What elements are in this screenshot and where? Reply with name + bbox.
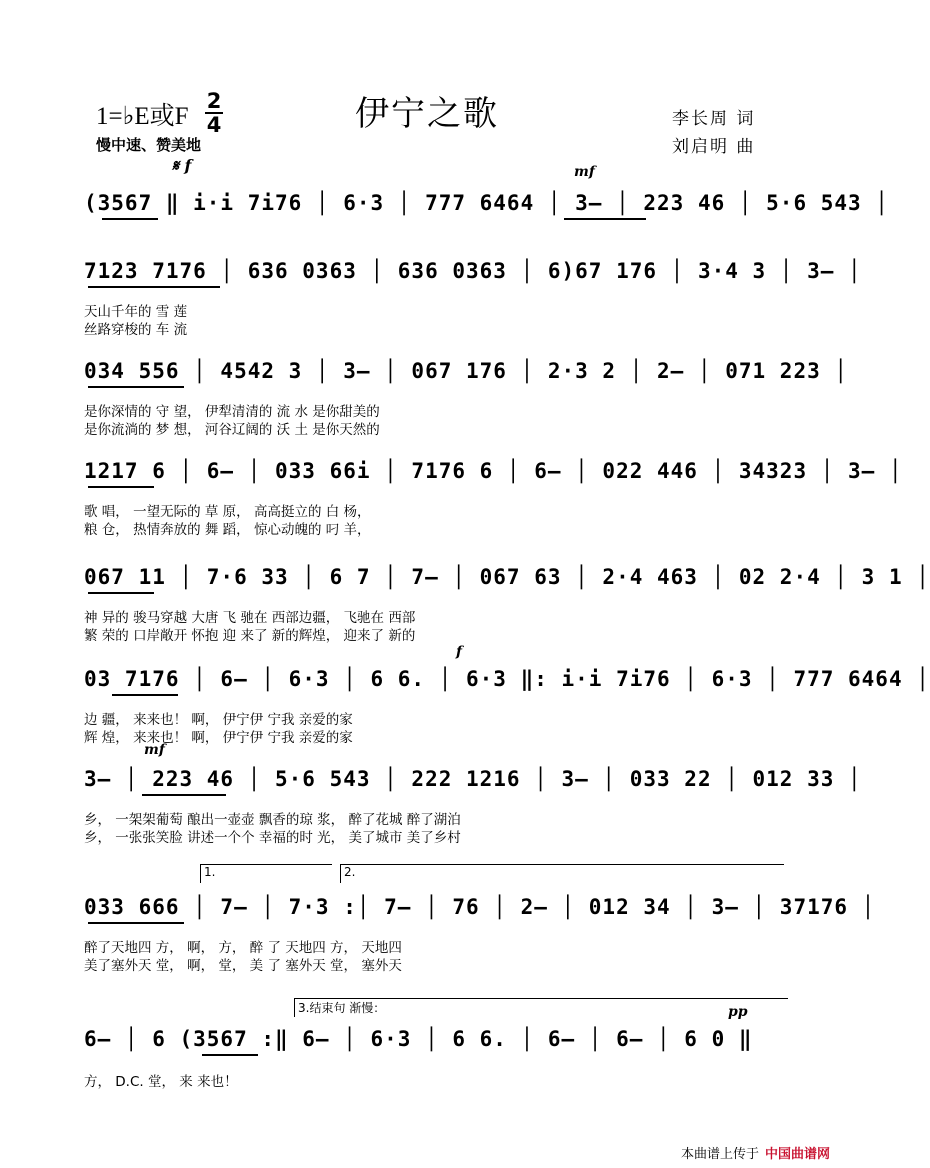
lyrics-row-7-verse-2: 乡， 一张张笑脸 讲述一个个 幸福的时 光， 美了城市 美了乡村 <box>84 830 461 846</box>
tempo-marking: 慢中速、赞美地 <box>96 136 202 154</box>
time-signature <box>203 90 225 136</box>
lyrics-row-5-verse-2: 繁 荣的 口岸敞开 怀抱 迎 来了 新的辉煌， 迎来了 新的 <box>84 628 416 644</box>
notes-row-6: 03 7176 │ 6— │ 6·3 │ 6 6. │ 6·3 ‖: i·i 7i76 │ 6·3 │ 777 6464 │ <box>84 667 930 691</box>
meter-top: 2 <box>206 89 222 113</box>
notes-row-5: 067 11 │ 7·6 33 │ 6 7 │ 7— │ 067 63 │ 2·4 463 │ 02 2·4 │ 3 1 │ <box>84 565 930 589</box>
composer: 刘启明 曲 <box>672 137 756 157</box>
notes-row-1: (3567 ‖ i·i 7i76 │ 6·3 │ 777 6464 │ 3— │ 223 46 │ 5·6 543 │ <box>84 191 889 215</box>
key-signature: 1=♭E或F <box>96 103 189 130</box>
notes-row-3: 034 556 │ 4542 3 │ 3— │ 067 176 │ 2·3 2 │ 2— │ 071 223 │ <box>84 359 849 383</box>
dynamic-pp: pp <box>728 1004 748 1020</box>
notes-row-9: 6— │ 6 (3567 :‖ 6— │ 6·3 │ 6 6. │ 6— │ 6— │ 6 0 ‖ <box>84 1027 753 1051</box>
lyrics-row-3-verse-2: 是你流淌的 梦 想， 河谷辽阔的 沃 土 是你天然的 <box>84 422 380 438</box>
lyricist: 李长周 词 <box>672 109 756 129</box>
notes-row-7: 3— │ 223 46 │ 5·6 543 │ 222 1216 │ 3— │ 033 22 │ 012 33 │ <box>84 767 862 791</box>
dynamic-mf-2: mf <box>144 742 165 758</box>
upload-footer <box>681 1143 830 1162</box>
meter-bottom: 4 <box>206 113 222 137</box>
lyrics-row-2-verse-2: 丝路穿梭的 车 流 <box>84 322 188 338</box>
volta-second-ending: 2. <box>340 864 784 883</box>
lyrics-row-2-verse-1: 天山千年的 雪 莲 <box>84 304 188 320</box>
notes-row-2: 7123 7176 │ 636 0363 │ 636 0363 │ 6)67 176 │ 3·4 3 │ 3— │ <box>84 259 862 283</box>
lyrics-row-8-verse-1: 醉了天地四 方， 啊， 方， 醉 了 天地四 方， 天地四 <box>84 940 402 956</box>
lyrics-row-9: 方， D.C. 堂， 来 来也！ <box>84 1074 238 1090</box>
dynamic-mf: mf <box>574 164 595 180</box>
lyrics-row-8-verse-2: 美了塞外天 堂， 啊， 堂， 美 了 塞外天 堂， 塞外天 <box>84 958 402 974</box>
notes-row-8: 033 666 │ 7— │ 7·3 :│ 7— │ 76 │ 2— │ 012 34 │ 3— │ 37176 │ <box>84 895 876 919</box>
lyrics-row-3-verse-1: 是你深情的 守 望， 伊犁清清的 流 水 是你甜美的 <box>84 404 380 420</box>
lyrics-row-4-verse-2: 粮 仓， 热情奔放的 舞 蹈， 惊心动魄的 叼 羊， <box>84 522 371 538</box>
lyrics-row-6-verse-2: 辉 煌， 来来也！ 啊， 伊宁伊 宁我 亲爱的家 <box>84 730 353 746</box>
lyrics-row-5-verse-1: 神 异的 骏马穿越 大唐 飞 驰在 西部边疆， 飞驰在 西部 <box>84 610 416 626</box>
notes-row-4: 1217 6 │ 6— │ 033 66i │ 7176 6 │ 6— │ 022 446 │ 34323 │ 3— │ <box>84 459 903 483</box>
lyrics-row-4-verse-1: 歌 唱， 一望无际的 草 原， 高高挺立的 白 杨， <box>84 504 371 520</box>
volta-coda-ending: 3.结束句 渐慢： <box>294 998 788 1017</box>
dynamic-f: f <box>456 644 463 660</box>
footer-text: 本曲谱上传于 <box>680 1147 759 1162</box>
site-logo[interactable]: 中国曲谱网 <box>764 1147 830 1162</box>
segno-forte-mark: 𝄋 f <box>172 156 192 175</box>
song-title: 伊宁之歌 <box>355 94 499 134</box>
volta-first-ending: 1. <box>200 864 332 883</box>
lyrics-row-7-verse-1: 乡， 一架架葡萄 酿出一壶壶 飘香的琼 浆， 醉了花城 醉了湖泊 <box>84 812 461 828</box>
lyrics-row-6-verse-1: 边 疆， 来来也！ 啊， 伊宁伊 宁我 亲爱的家 <box>84 712 353 728</box>
